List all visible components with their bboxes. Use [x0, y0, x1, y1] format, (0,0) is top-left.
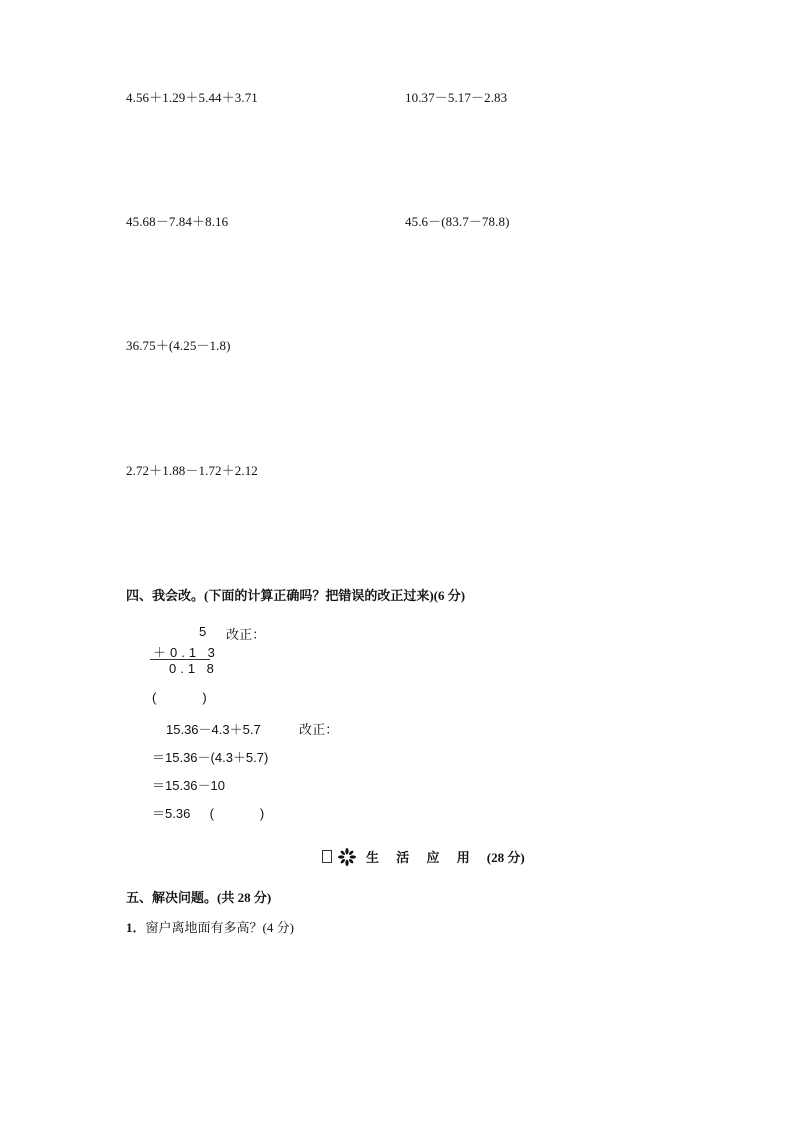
section-5-title: 五、解决问题。(共 28 分): [126, 890, 272, 905]
square-icon: [322, 850, 332, 863]
expression-4: 45.6－(83.7－78.8): [405, 214, 510, 229]
flower-icon: [338, 848, 356, 866]
section-4-title: 四、我会改。(下面的计算正确吗？把错误的改正过来)(6 分): [126, 588, 466, 603]
paren-open: (: [152, 690, 157, 705]
question-1-number: 1．: [126, 920, 146, 935]
vertical-top-digit: 5: [199, 624, 211, 639]
correct-label-2: 改正：: [299, 722, 339, 737]
expression-5: 36.75＋(4.25－1.8): [126, 338, 231, 353]
answer-parentheses-1: [152, 690, 207, 705]
problem-2-result: ＝5.36: [152, 806, 191, 821]
correct-label-1: 改正：: [226, 627, 266, 642]
vertical-result: 0.1 8: [169, 661, 218, 676]
problem-2-line-3: ＝15.36－10: [152, 778, 225, 793]
paren-open: (: [209, 806, 214, 821]
problem-2-line-2: ＝15.36－(4.3＋5.7): [152, 750, 269, 765]
paren-close: ): [259, 806, 265, 821]
paren-close: ): [202, 690, 207, 705]
problem-2-line-1: 15.36－4.3＋5.7: [166, 722, 261, 737]
expression-3: 45.68－7.84＋8.16: [126, 214, 229, 229]
question-1: [126, 917, 294, 936]
vertical-addend: ＋0.1 3: [153, 645, 219, 660]
life-application-score: (28 分): [486, 850, 525, 865]
question-1-text: 窗户离地面有多高？(4 分): [145, 920, 294, 935]
life-application-title: 生 活 应 用: [366, 850, 477, 865]
life-application-header: [322, 847, 525, 866]
expression-6: 2.72＋1.88－1.72＋2.12: [126, 463, 258, 478]
problem-2-line-4: [152, 803, 264, 822]
vertical-sum-line: [150, 659, 210, 660]
expression-2: 10.37－5.17－2.83: [405, 90, 508, 105]
expression-1: 4.56＋1.29＋5.44＋3.71: [126, 90, 258, 105]
